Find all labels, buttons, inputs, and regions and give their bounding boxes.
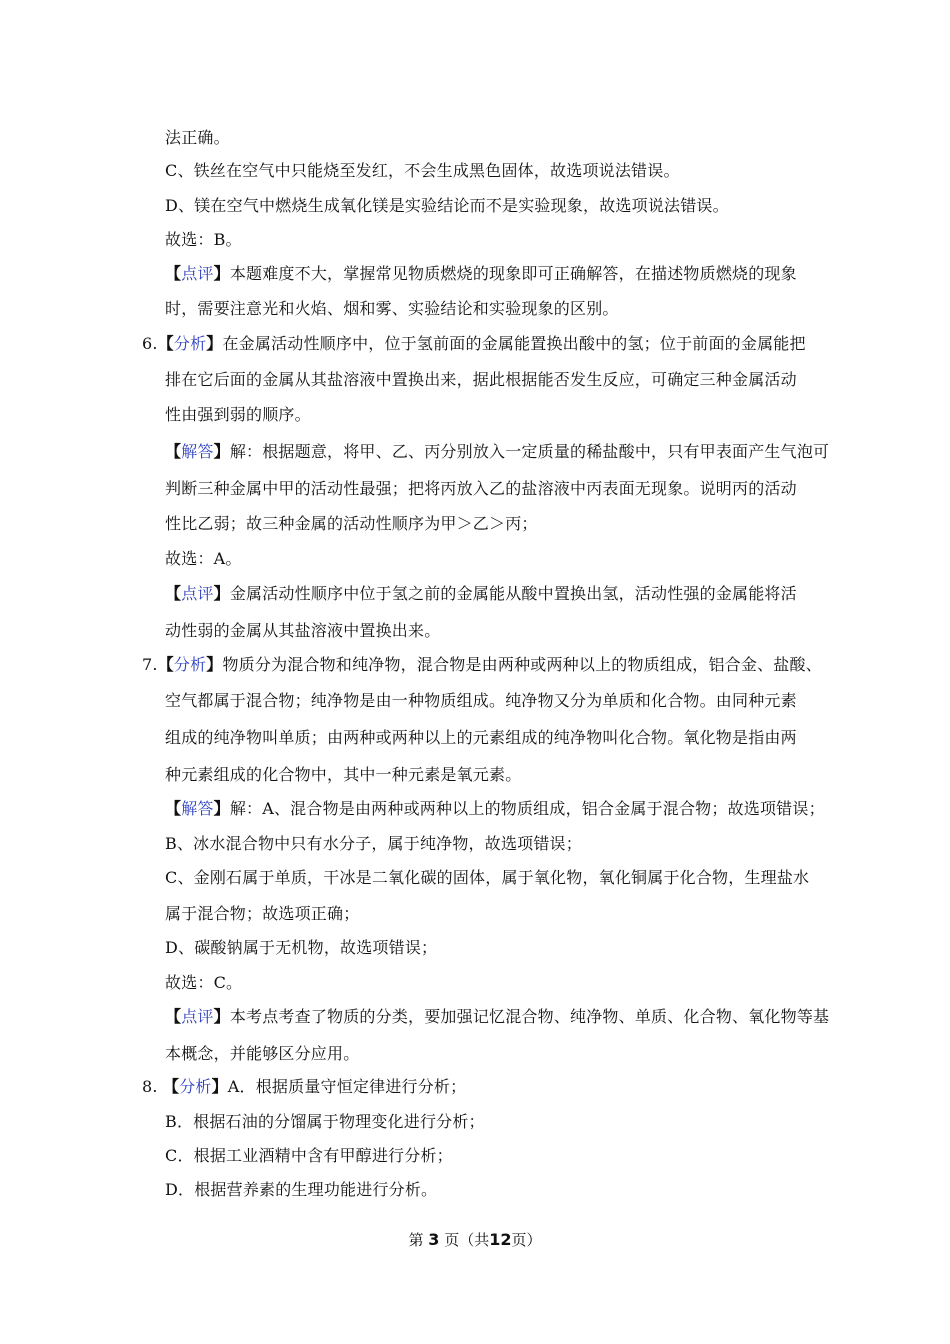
- answer-tag: 解答: [181, 799, 214, 818]
- text-line: D．根据营养素的生理功能进行分析。: [165, 1180, 438, 1199]
- text-line: 性比乙弱；故三种金属的活动性顺序为甲＞乙＞丙；: [165, 514, 538, 533]
- analysis-tag: 分析: [173, 655, 207, 674]
- review-line: 【点评】本考点考查了物质的分类，要加强记忆混合物、纯净物、单质、化合物、氧化物等基: [165, 1007, 830, 1026]
- question-number: 7.: [142, 655, 158, 674]
- question-8-analysis: 8. 【分析】A．根据质量守恒定律进行分析；: [142, 1077, 467, 1096]
- text-line: C、金刚石属于单质，干冰是二氧化碳的固体，属于氧化物，氧化铜属于化合物，生理盐水: [165, 868, 810, 887]
- question-number: 8.: [142, 1077, 158, 1096]
- analysis-tag: 分析: [179, 1077, 212, 1096]
- total-pages: 12: [489, 1230, 512, 1249]
- text-line: 时，需要注意光和火焰、烟和雾、实验结论和实验现象的区别。: [165, 299, 619, 318]
- question-number: 6.: [142, 334, 158, 353]
- text-line: C、铁丝在空气中只能烧至发红，不会生成黑色固体，故选项说法错误。: [165, 161, 680, 180]
- review-line: 【点评】本题难度不大，掌握常见物质燃烧的现象即可正确解答，在描述物质燃烧的现象: [165, 264, 797, 283]
- answer-line: 【解答】解：根据题意，将甲、乙、丙分别放入一定质量的稀盐酸中，只有甲表面产生气泡可: [165, 442, 830, 461]
- review-tag: 点评: [181, 264, 214, 283]
- page-footer: 第 3 页（共12页）: [408, 1230, 542, 1249]
- text-line: 判断三种金属中甲的活动性最强；把将丙放入乙的盐溶液中丙表面无现象。说明丙的活动: [165, 479, 797, 498]
- text-line: 本概念，并能够区分应用。: [165, 1044, 360, 1063]
- text-line: 排在它后面的金属从其盐溶液中置换出来，据此根据能否发生反应，可确定三种金属活动: [165, 370, 797, 389]
- review-tag: 点评: [181, 584, 214, 603]
- text-line: D、碳酸钠属于无机物，故选项错误；: [165, 938, 438, 957]
- answer-tag: 解答: [181, 442, 214, 461]
- text-line: C．根据工业酒精中含有甲醇进行分析；: [165, 1146, 453, 1165]
- question-7-analysis: 7.【分析】物质分为混合物和纯净物，混合物是由两种或两种以上的物质组成，铝合金、盐酸、: [142, 655, 822, 674]
- text-line: 属于混合物；故选项正确；: [165, 904, 360, 923]
- text-line: B．根据石油的分馏属于物理变化进行分析；: [165, 1112, 485, 1131]
- text-line: 动性弱的金属从其盐溶液中置换出来。: [165, 621, 441, 640]
- text-line: 法正确。: [165, 128, 230, 147]
- analysis-tag: 分析: [173, 334, 207, 353]
- text-line: 故选：B。: [165, 230, 242, 249]
- text-line: 空气都属于混合物；纯净物是由一种物质组成。纯净物又分为单质和化合物。由同种元素: [165, 691, 797, 710]
- text-line: 故选：A。: [165, 549, 242, 568]
- text-line: 性由强到弱的顺序。: [165, 405, 311, 424]
- text-line: D、镁在空气中燃烧生成氧化镁是实验结论而不是实验现象，故选项说法错误。: [165, 196, 729, 215]
- question-6-analysis: 6.【分析】在金属活动性顺序中，位于氢前面的金属能置换出酸中的氢；位于前面的金属能把: [142, 334, 806, 353]
- review-line: 【点评】金属活动性顺序中位于氢之前的金属能从酸中置换出氢，活动性强的金属能将活: [165, 584, 797, 603]
- answer-line: 【解答】解：A、混合物是由两种或两种以上的物质组成，铝合金属于混合物；故选项错误；: [165, 799, 825, 818]
- review-tag: 点评: [181, 1007, 214, 1026]
- text-line: 组成的纯净物叫单质；由两种或两种以上的元素组成的纯净物叫化合物。氧化物是指由两: [165, 728, 797, 747]
- text-line: B、冰水混合物中只有水分子，属于纯净物，故选项错误；: [165, 834, 582, 853]
- page-number: 3: [428, 1230, 440, 1249]
- text-line: 故选：C。: [165, 973, 243, 992]
- text-line: 种元素组成的化合物中，其中一种元素是氧元素。: [165, 765, 522, 784]
